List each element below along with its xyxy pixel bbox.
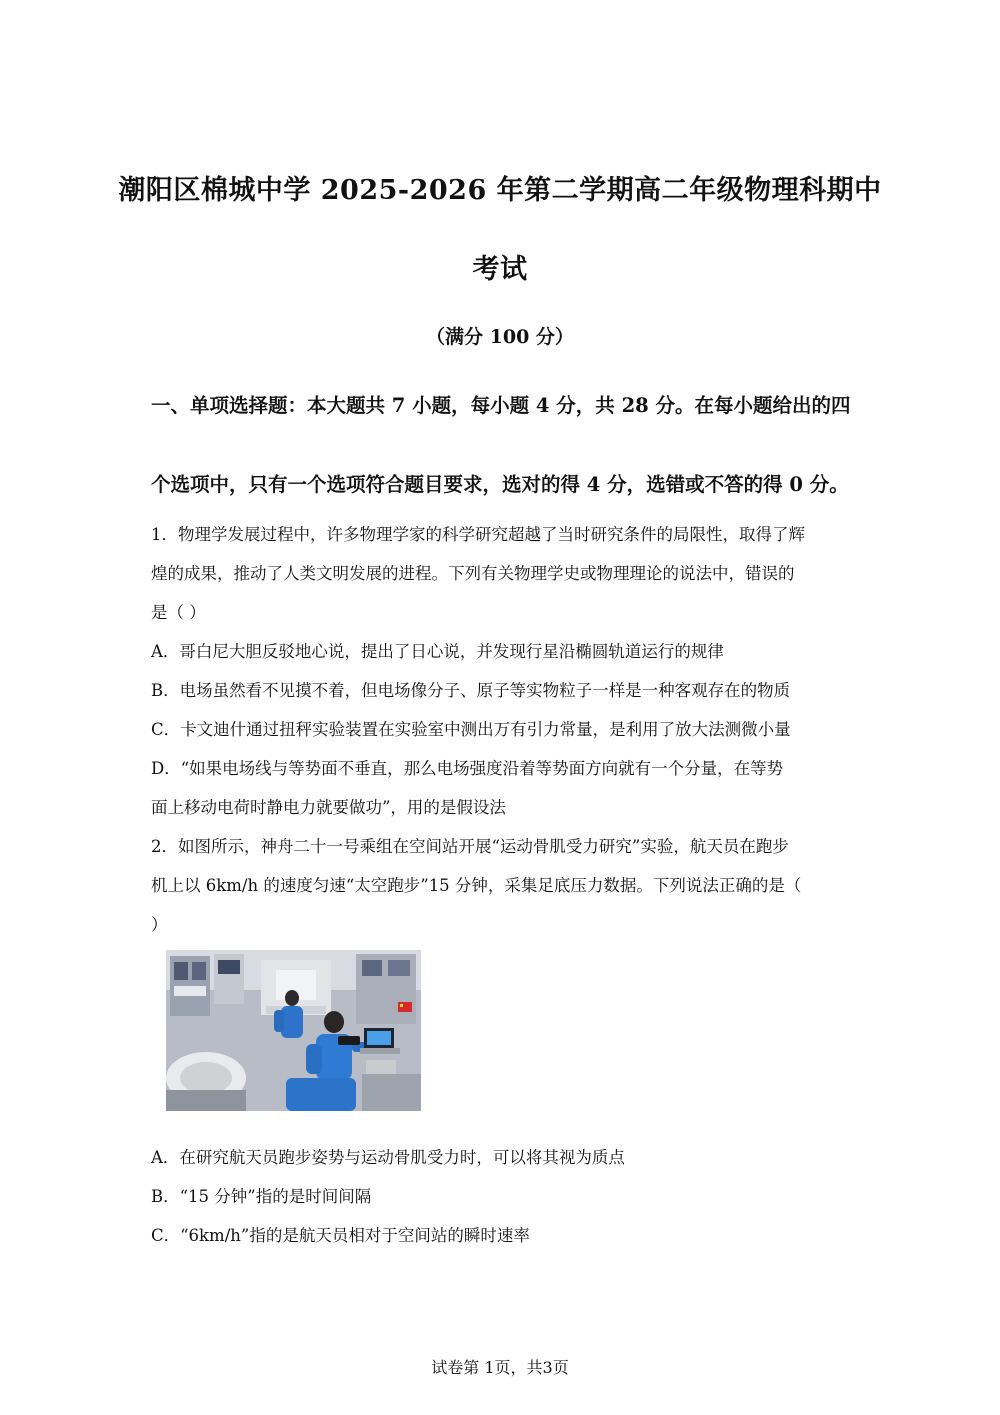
q1-stem-line-1: 1．物理学发展过程中，许多物理学家的科学研究超越了当时研究条件的局限性，取得了辉 [151,525,805,544]
q1-option-c: C．卡文迪什通过扭秤实验装置在实验室中测出万有引力常量，是利用了放大法测微小量 [151,720,791,739]
q2-stem-line-3: ） [151,915,168,934]
q2-option-b: B．“15 分钟”指的是时间间隔 [151,1187,372,1206]
section-heading-line-2: 个选项中，只有一个选项符合题目要求，选对的得 4 分，选错或不答的得 0 分。 [151,473,849,496]
q2-stem-line-1: 2．如图所示，神舟二十一号乘组在空间站开展“运动骨肌受力研究”实验，航天员在跑步 [151,837,789,856]
full-score-note: （满分 100 分） [426,326,574,348]
section-heading-line-1: 一、单项选择题：本大题共 7 小题，每小题 4 分，共 28 分。在每小题给出的四 [151,394,851,417]
q1-stem-line-2: 煌的成果，推动了人类文明发展的进程。下列有关物理学史或物理理论的说法中，错误的 [151,564,795,583]
q1-option-d-line-1: D．“如果电场线与等势面不垂直，那么电场强度沿着等势面方向就有一个分量，在等势 [151,759,784,778]
q1-option-b: B．电场虽然看不见摸不着，但电场像分子、原子等实物粒子一样是一种客观存在的物质 [151,681,791,700]
q1-option-a: A．哥白尼大胆反驳地心说，提出了日心说，并发现行星沿椭圆轨道运行的规律 [151,642,724,661]
q2-option-a: A．在研究航天员跑步姿势与运动骨肌受力时，可以将其视为质点 [151,1148,625,1167]
exam-title-line-1: 潮阳区棉城中学 2025-2026 年第二学期高二年级物理科期中 [118,175,882,206]
q1-option-d-line-2: 面上移动电荷时静电力就要做功”，用的是假设法 [151,798,506,817]
space-station-photo [166,950,421,1111]
q2-option-c: C．“6km/h”指的是航天员相对于空间站的瞬时速率 [151,1226,530,1245]
exam-title-line-2: 考试 [472,254,528,285]
q1-stem-line-3: 是（ ） [151,603,206,622]
page-footer: 试卷第 1页，共3页 [431,1358,569,1377]
q2-stem-line-2: 机上以 6km/h 的速度匀速“太空跑步”15 分钟，采集足底压力数据。下列说法正确的是（ [151,876,802,895]
